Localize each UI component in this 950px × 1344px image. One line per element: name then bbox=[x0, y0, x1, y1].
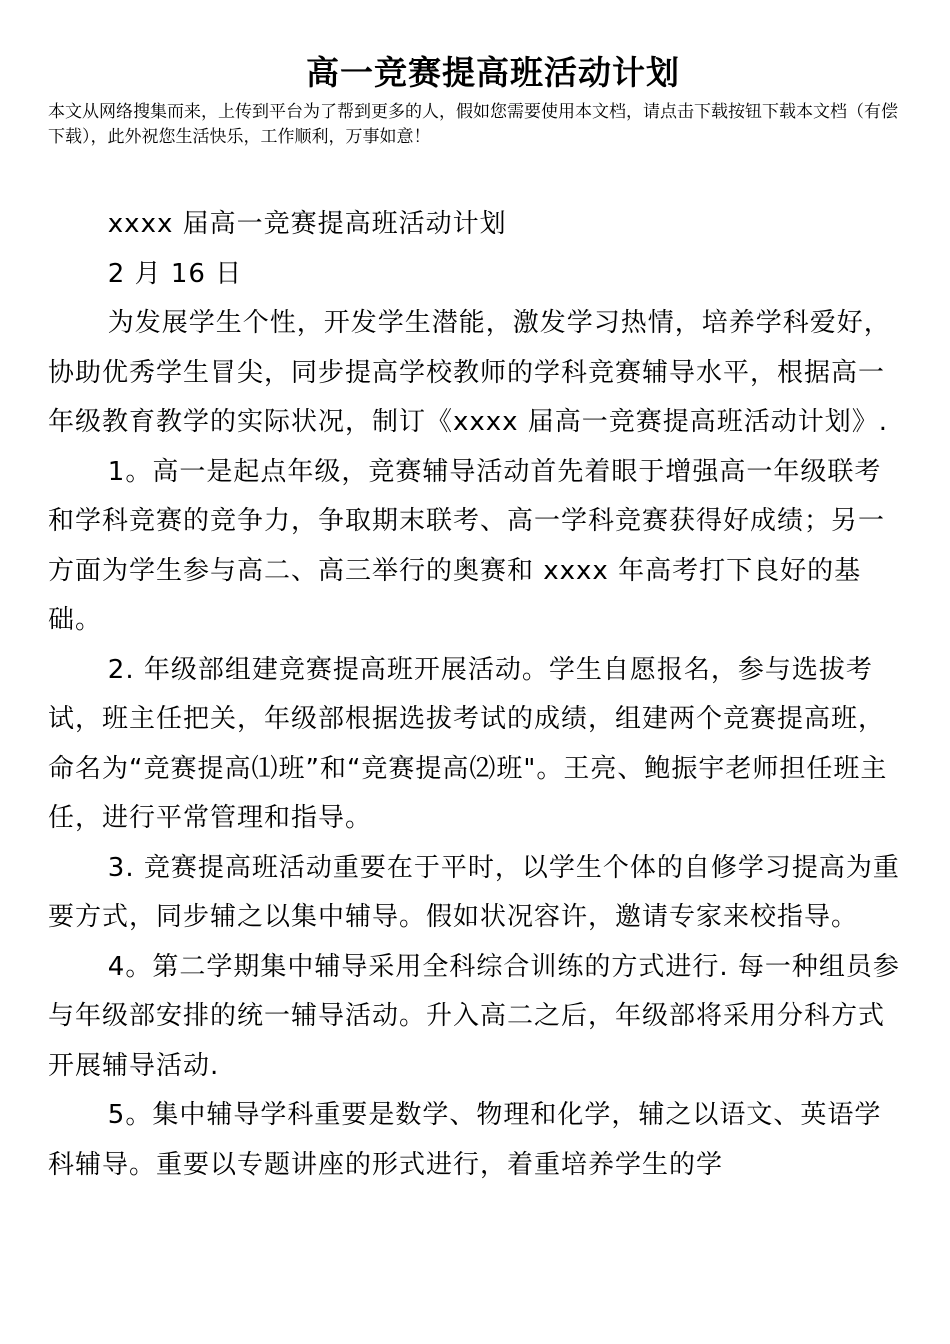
document-title: 高一竞赛提高班活动计划 bbox=[306, 53, 680, 92]
download-notice: 本文从网络搜集而来，上传到平台为了帮到更多的人，假如您需要使用本文档，请点击下载按钮下载本文档（有偿下载），此外祝您生活快乐，工作顺利，万事如意！ bbox=[48, 102, 898, 147]
paragraph-intro: 为发展学生个性，开发学生潜能，激发学习热情，培养学科爱好，协助优秀学生冒尖，同步提高学校教师的学科竞赛辅导水平，根据高一年级教育教学的实际状况，制订《xxxx 届高一竞赛提高班活动计划》. bbox=[48, 308, 891, 437]
paragraph-item-5: 5。集中辅导学科重要是数学、物理和化学，辅之以语文、英语学科辅导。重要以专题讲座的形式进行，着重培养学生的学 bbox=[48, 1100, 882, 1180]
document-body bbox=[48, 200, 906, 1190]
document-date: 2 月 16 日 bbox=[107, 258, 243, 289]
paragraph-item-1: 1。高一是起点年级，竞赛辅导活动首先着眼于增强高一年级联考和学科竞赛的竞争力，争取期末联考、高一学科竞赛获得好成绩；另一方面为学生参与高二、高三举行的奥赛和 xxxx 年高考打下良好的基础。 bbox=[48, 456, 886, 635]
paragraph-item-2: 2. 年级部组建竞赛提高班开展活动。学生自愿报名，参与选拔考试，班主任把关，年级部根据选拔考试的成绩，组建两个竞赛提高班，命名为“竞赛提高⑴班”和“竞赛提高⑵班"。王亮、鲍振宇老师担任班主任，进行平常管理和指导。 bbox=[48, 654, 888, 833]
paragraph-item-3: 3. 竞赛提高班活动重要在于平时，以学生个体的自修学习提高为重要方式，同步辅之以集中辅导。假如状况容许，邀请专家来校指导。 bbox=[48, 852, 900, 932]
paragraph-item-4: 4。第二学期集中辅导采用全科综合训练的方式进行. 每一种组员参与年级部安排的统一辅导活动。升入高二之后，年级部将采用分科方式开展辅导活动. bbox=[48, 951, 900, 1081]
document-heading: xxxx 届高一竞赛提高班活动计划 bbox=[107, 209, 507, 239]
